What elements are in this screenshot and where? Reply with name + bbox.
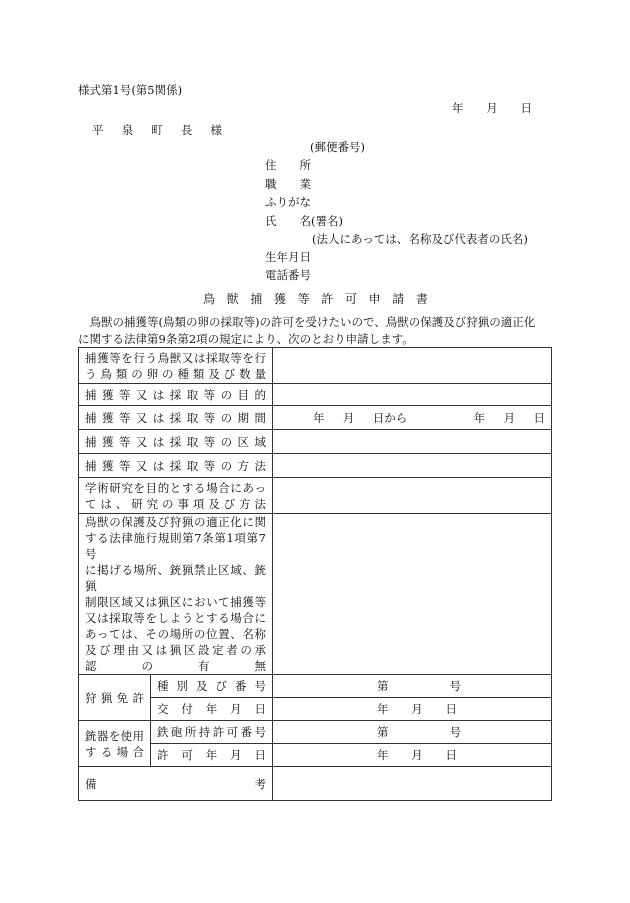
form-number: 様式第1号(第5関係) <box>78 83 183 97</box>
gun-date-label: 許可年月日 <box>151 744 273 767</box>
phone-label: 電話番号 <box>265 268 311 282</box>
date-month: 月 <box>486 101 498 115</box>
addressee-char: 様 <box>210 123 222 137</box>
addressee-char: 泉 <box>121 123 134 137</box>
table-row <box>79 348 552 384</box>
address-label: 住 所 <box>265 158 311 172</box>
intro-line-2: に関する法律第9条第2項の規定により、次のとおり申請します。 <box>78 332 414 346</box>
date-day: 日 <box>520 101 532 115</box>
table-row <box>79 406 552 430</box>
purpose-value[interactable] <box>273 384 552 406</box>
table-row <box>79 454 552 478</box>
furigana-label: ふりがな <box>265 195 311 209</box>
addressee-char: 町 <box>151 123 163 137</box>
gun-permit-value[interactable]: 第 号 <box>273 721 552 744</box>
intro-line-1: 鳥獣の捕獲等(鳥類の卵の採取等)の許可を受けたいので、鳥獣の保護及び狩猟の適正化 <box>78 315 536 329</box>
regulation-value[interactable] <box>273 514 552 675</box>
date-year: 年 <box>452 101 464 115</box>
area-label: 捕獲等又は採取等の区域 <box>79 430 273 454</box>
date-line <box>452 100 532 116</box>
postal-code-label: (郵便番号) <box>310 140 365 154</box>
license-date-value[interactable]: 年 月 日 <box>273 698 552 721</box>
table-row <box>79 430 552 454</box>
table-row <box>79 721 552 744</box>
remarks-label: 備 考 <box>79 767 273 801</box>
species-label: 捕獲等を行う鳥獣又は採取等を行 う鳥類の卵の種類及び数量 <box>79 348 273 384</box>
research-label: 学術研究を目的とする場合にあっ ては、研究の事項及び方法 <box>79 478 273 514</box>
table-row <box>79 478 552 514</box>
period-label: 捕獲等又は採取等の期間 <box>79 406 273 430</box>
addressee-char: 長 <box>180 123 193 137</box>
remarks-value[interactable] <box>273 767 552 801</box>
license-group-label: 狩猟免許 <box>79 675 151 721</box>
regulation-label: 鳥獣の保護及び狩猟の適正化に関 する法律施行規則第7条第1項第7号 に掲げる場所、銃猟禁止区域、銃猟 制限区域又は猟区において捕獲等 又は採取等をしようとする場合に あっては、その場所の位置、名称 及び理由又は猟区設定者の承 認の有無 <box>79 514 273 675</box>
table-row <box>79 767 552 801</box>
research-value[interactable] <box>273 478 552 514</box>
area-value[interactable] <box>273 430 552 454</box>
table-row <box>79 514 552 675</box>
addressee-char: 平 <box>92 123 104 137</box>
birth-date-label: 生年月日 <box>265 250 311 264</box>
purpose-label: 捕獲等又は採取等の目的 <box>79 384 273 406</box>
period-value[interactable]: 年 月 日から 年 月 日 <box>273 406 552 430</box>
addressee <box>92 122 222 138</box>
page-title: 鳥 獣 捕 獲 等 許 可 申 請 書 <box>203 292 428 306</box>
occupation-label: 職 業 <box>265 177 311 191</box>
license-type-label: 種別及び番号 <box>151 675 273 698</box>
method-label: 捕獲等又は採取等の方法 <box>79 454 273 478</box>
gun-date-value[interactable]: 年 月 日 <box>273 744 552 767</box>
table-row <box>79 384 552 406</box>
gun-permit-label: 鉄砲所持許可番号 <box>151 721 273 744</box>
license-type-value[interactable]: 第 号 <box>273 675 552 698</box>
method-value[interactable] <box>273 454 552 478</box>
name-label: 氏 名(署名) <box>265 214 343 228</box>
license-date-label: 交付年月日 <box>151 698 273 721</box>
corporate-note: (法人にあっては、名称及び代表者の氏名) <box>312 232 528 246</box>
application-table <box>78 347 552 801</box>
species-value[interactable] <box>273 348 552 384</box>
table-row <box>79 675 552 698</box>
gun-group-label: 銃器を使用 する場合 <box>79 721 151 767</box>
